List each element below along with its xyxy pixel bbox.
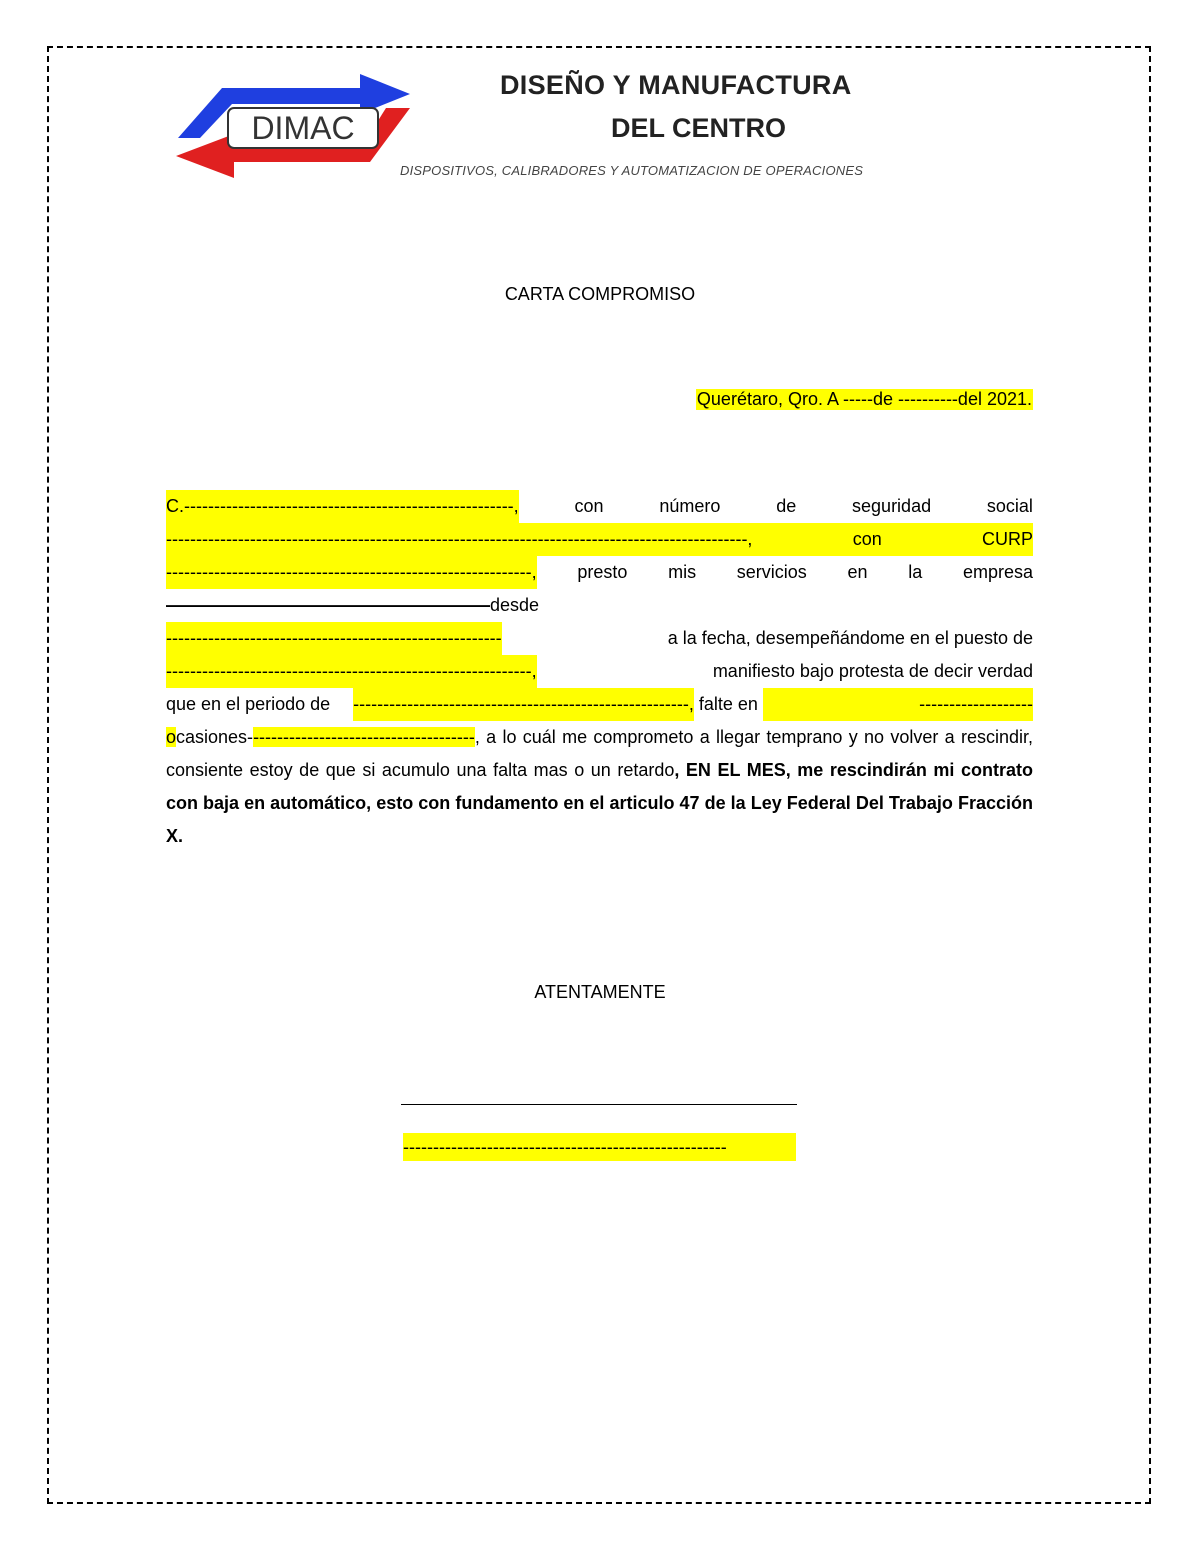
word: la (908, 562, 923, 582)
name-blank: C.-------------------------------------------------------, (166, 490, 519, 523)
document-title: CARTA COMPROMISO (504, 284, 696, 304)
word: de (776, 496, 797, 516)
dimac-logo (170, 66, 415, 186)
paragraph-line (166, 721, 1033, 853)
word: mis (668, 562, 697, 582)
paragraph-text: casiones- (176, 727, 254, 747)
date-line: Querétaro, Qro. A -----de ----------del 2021. (696, 389, 1032, 409)
company-blank: —————————————————— (166, 595, 490, 615)
company-name-line2: DEL CENTRO (611, 113, 787, 143)
paragraph-line (166, 523, 1033, 556)
word: en (847, 562, 868, 582)
closing-text: ATENTAMENTE (534, 982, 666, 1002)
word: desde (490, 595, 540, 615)
paragraph-line (166, 622, 1033, 655)
paragraph-text: falte en (693, 694, 763, 714)
absences-blank: ------------------- (763, 688, 1033, 721)
position-blank: -------------------------------------------------------------, (166, 655, 537, 688)
paragraph-line (166, 556, 1033, 589)
logo-text: DIMAC (251, 110, 355, 146)
paragraph-line (166, 589, 1033, 622)
signature-line (401, 1104, 797, 1105)
paragraph-text: a la fecha, desempeñándome en el puesto de (667, 628, 1033, 648)
commitment-paragraph (166, 490, 1033, 853)
paragraph-line (166, 655, 1033, 688)
bold-clause: , EN EL MES, me rescindirán mi contrato con baja en automático, esto con fundamento en el articulo 47 de la Ley Federal Del Trabajo Fracción X. (166, 760, 1033, 846)
start-date-blank: -------------------------------------------------------- (166, 622, 502, 655)
paragraph-line (166, 688, 1033, 721)
word: seguridad (852, 496, 932, 516)
word: CURP (982, 523, 1033, 556)
word: social (986, 496, 1033, 516)
word: número (659, 496, 721, 516)
paragraph-text: manifiesto bajo protesta de decir verdad (712, 661, 1033, 681)
period-blank: --------------------------------------------------------, (353, 688, 694, 721)
word: con (752, 523, 982, 556)
social-security-blank: -------------------------------------------------------------------------------------------------, (166, 523, 752, 556)
word: servicios (736, 562, 807, 582)
company-name: DISEÑO Y MANUFACTURA (500, 70, 852, 100)
paragraph-text: o (166, 727, 177, 747)
occasions-blank: ------------------------------------- (253, 727, 475, 747)
word: con (574, 496, 604, 516)
paragraph-text: , a lo cuál me comprometo a llegar temprano y no volver a rescindir, consiente estoy de que si acumulo una falta mas o un retardo (166, 727, 1033, 780)
paragraph-line (166, 490, 1033, 523)
curp-blank: -------------------------------------------------------------, (166, 556, 537, 589)
paragraph-text: que en el periodo de (166, 694, 336, 714)
word: empresa (962, 562, 1033, 582)
signature-name-blank: ------------------------------------------------------ (403, 1133, 796, 1161)
company-tagline: DISPOSITIVOS, CALIBRADORES Y AUTOMATIZACION DE OPERACIONES (400, 163, 864, 178)
word: presto (577, 562, 628, 582)
